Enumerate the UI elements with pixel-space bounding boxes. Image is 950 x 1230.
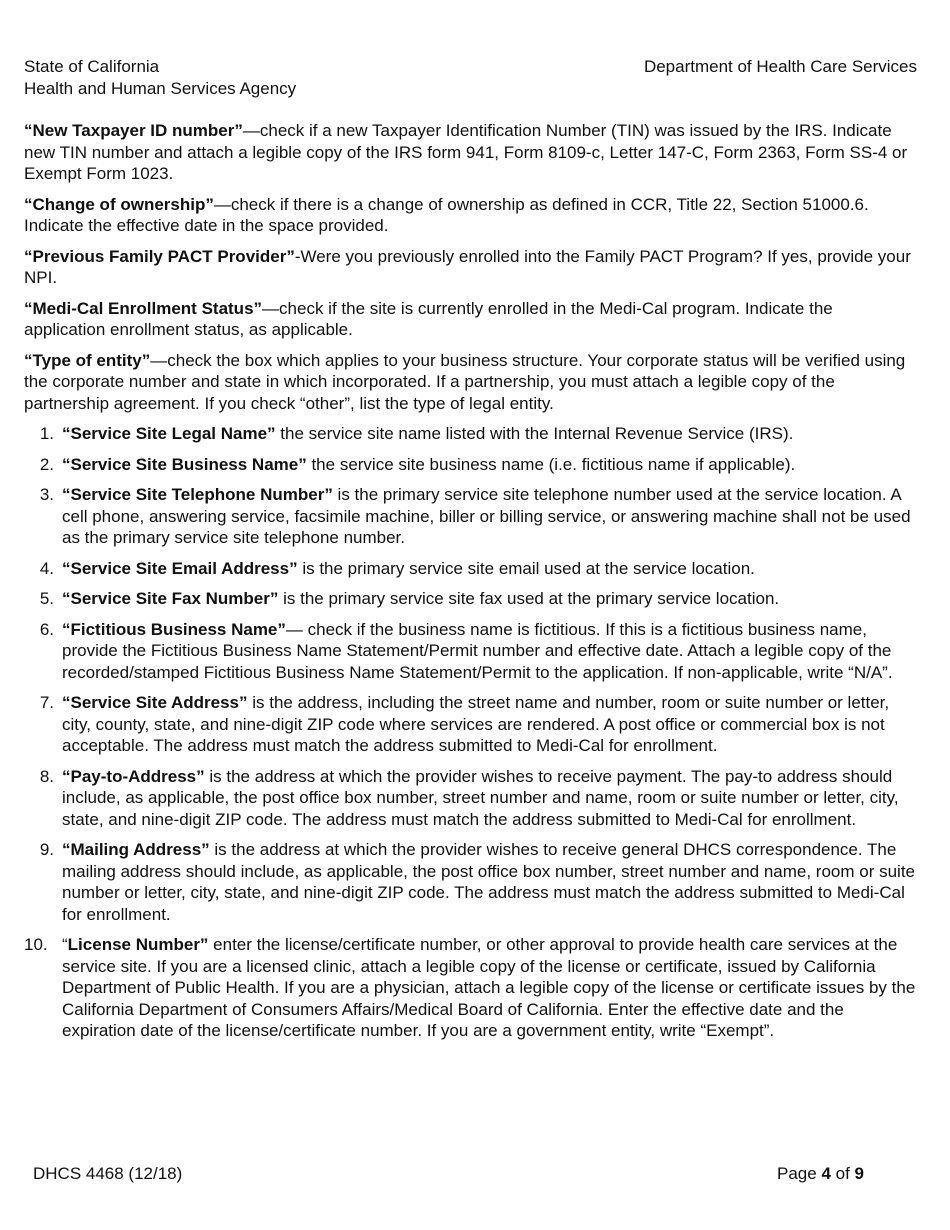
list-item: [24, 766, 916, 831]
paragraph-change-of-ownership: [24, 194, 916, 237]
page-word: Page: [777, 1164, 822, 1183]
item-number: 8.: [39, 766, 54, 786]
paragraph-text: —check if the site is currently enrolled in the Medi-Cal program. Indicate the application enrollment status, as applicable.: [24, 298, 833, 339]
item-term: “Pay-to-Address”: [62, 766, 205, 786]
page-total: 9: [854, 1164, 864, 1183]
paragraph-text: —check if there is a change of ownership as defined in CCR, Title 22, Section 51000.6. Indicate the effective date in the space provided.: [24, 194, 869, 235]
page-current: 4: [821, 1164, 831, 1183]
instruction-list: [24, 423, 916, 1042]
item-text: is the address at which the provider wishes to receive payment. The pay-to address should include, as applicable, the post office box number, street number and name, room or suite number or letter, city, state, and nine-digit ZIP code. The address must match the address submitted to Medi-Cal for enrollment.: [62, 766, 899, 829]
item-number: 10.: [24, 935, 48, 954]
paragraph-text: —check if a new Taxpayer Identification Number (TIN) was issued by the IRS. Indicate new TIN number and attach a legible copy of the IRS form 941, Form 8109-c, Letter 147-C, Form 2363, Form SS-4 or Exempt Form 1023.: [24, 121, 908, 183]
item-text: is the primary service site fax used at the primary service location.: [278, 589, 780, 608]
item-text: enter the license/certificate number, or other approval to provide health care services at the service site. If you are a licensed clinic, attach a legible copy of the license or certificate, issued by California Department of Public Health. If you are a physician, attach a legible copy of the license or certificate issues by the California Department of Consumers Affairs/Medical Board of California. Enter the effective date and the expiration date of the license/certificate number. If you are a government entity, write “Exempt”.: [62, 935, 916, 1040]
item-text: is the address, including the street name and number, room or suite number or letter, city, county, state, and nine-digit ZIP code where services are rendered. A post office or commercial box is not acceptable. The address must match the address submitted to Medi-Cal for enrollment.: [62, 693, 890, 755]
item-number: 6.: [39, 619, 54, 639]
item-term: “Mailing Address”: [62, 840, 210, 859]
item-number: 1.: [39, 424, 54, 443]
page-number: [777, 1163, 864, 1185]
item-text: — check if the business name is fictitious. If this is a fictitious business name, provide the Fictitious Business Name Statement/Permit number and effective date. Attach a legible copy of the recorded/stamped Fictitious Business Name Statement/Permit to the application. If non-applicable, write “N/A”.: [62, 619, 893, 682]
header-state: State of California: [24, 57, 160, 76]
paragraph-term: “New Taxpayer ID number”: [24, 121, 243, 140]
list-item: [24, 588, 916, 610]
paragraph-text: —check the box which applies to your business structure. Your corporate status will be verified using the corporate number and state in which incorporated. If a partnership, you must attach a legible copy of the partnership agreement. If you check “other”, list the type of legal entity.: [24, 350, 906, 413]
paragraph-type-of-entity: [24, 350, 916, 415]
page-header: [24, 56, 917, 100]
list-item: [24, 619, 916, 684]
item-text: the service site business name (i.e. fictitious name if applicable).: [306, 454, 796, 474]
paragraph-text: -Were you previously enrolled into the Family PACT Program? If yes, provide your NPI.: [24, 246, 911, 287]
list-item: [24, 484, 916, 549]
header-left: [24, 56, 296, 100]
item-text: is the address at which the provider wishes to receive general DHCS correspondence. The mailing address should include, as applicable, the post office box number, street number and name, room or suite number or letter, city, state, and nine-digit ZIP code. The address must match the address submitted to Medi-Cal for enrollment.: [62, 840, 916, 924]
item-term: “Service Site Business Name”: [62, 454, 307, 474]
page-of: of: [830, 1164, 855, 1183]
document-body: [24, 120, 916, 1051]
item-prefix: “: [62, 935, 68, 954]
item-term: “Service Site Fax Number”: [62, 589, 279, 608]
paragraph-term: “Medi-Cal Enrollment Status”: [24, 298, 263, 318]
paragraph-term: “Type of entity”: [24, 350, 151, 370]
item-text: is the primary service site email used at the service location.: [297, 558, 755, 578]
item-number: 5.: [39, 589, 54, 608]
form-id: DHCS 4468 (12/18): [33, 1164, 183, 1183]
item-term: “Fictitious Business Name”: [62, 619, 286, 639]
item-text: is the primary service site telephone number used at the service location. A cell phone, answering service, facsimile machine, biller or billing service, or answering machine shall not be used as the primary service site telephone number.: [62, 485, 911, 547]
paragraph-medi-cal-status: [24, 298, 916, 341]
list-item: [24, 558, 916, 580]
paragraph-previous-family-pact: [24, 246, 916, 289]
item-term: “Service Site Telephone Number”: [62, 485, 333, 504]
item-number: 4.: [39, 558, 54, 578]
paragraph-term: “Change of ownership”: [24, 194, 214, 214]
header-department: Department of Health Care Services: [643, 57, 917, 76]
list-item: [24, 454, 916, 476]
item-number: 2.: [39, 454, 54, 474]
item-term: “Service Site Email Address”: [62, 558, 298, 578]
item-term: “Service Site Address”: [62, 693, 248, 712]
paragraph-term: “Previous Family PACT Provider”: [24, 246, 295, 266]
item-term: License Number”: [67, 935, 209, 954]
list-item: [24, 839, 916, 925]
header-agency: Health and Human Services Agency: [24, 79, 297, 98]
item-number: 9.: [39, 840, 54, 859]
paragraph-new-taxpayer-id: [24, 120, 916, 185]
list-item: [24, 423, 916, 445]
item-number: 3.: [39, 485, 54, 504]
list-item: [24, 934, 916, 1042]
list-item: [24, 692, 916, 757]
item-term: “Service Site Legal Name”: [62, 424, 276, 443]
item-text: the service site name listed with the Internal Revenue Service (IRS).: [275, 424, 794, 443]
page-footer: [33, 1163, 864, 1185]
item-number: 7.: [39, 693, 54, 712]
